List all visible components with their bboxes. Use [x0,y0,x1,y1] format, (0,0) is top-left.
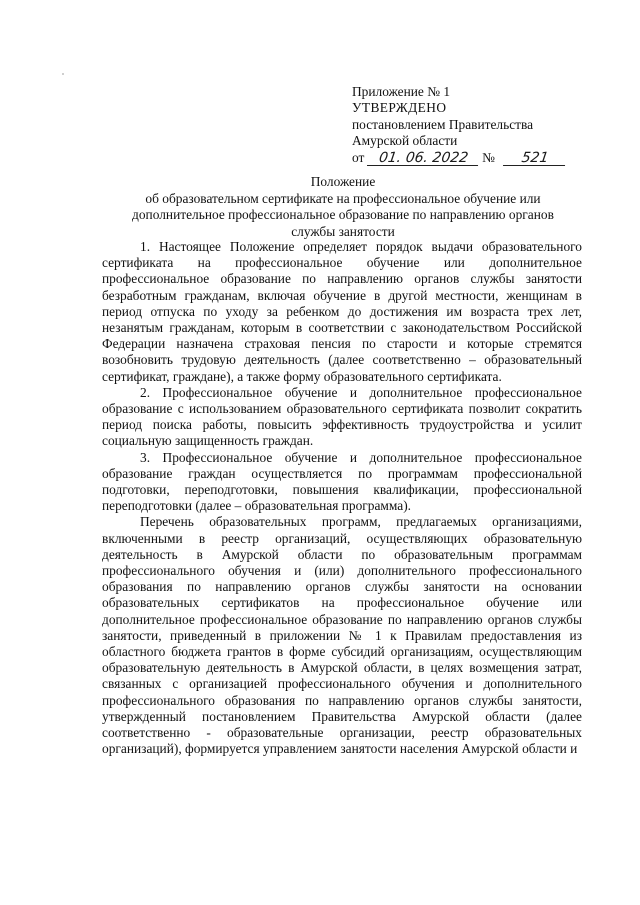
paragraph-4: Перечень образовательных программ, предлагаемых организациями, включенными в реестр организаций, осуществляющих образовательную деятельность в Амурской области по образовательным программам профессионального обучения и (или) дополнительного профессионального образования по направлению органов службы занятости на основании образовательных сертификатов на профессиональное обучение или дополнительное профессиональное образование по направлению органов службы занятости, приведенный в приложении № 1 к Правилам предоставления из областного бюджета грантов в форме субсидий организациям, осуществляющим образовательную деятельность в Амурской области, в целях возмещения затрат, связанных с организацией профессионального обучения и дополнительного профессионального образования по направлению органов службы занятости, утвержденный постановлением Правительства Амурской области (далее соответственно - образовательные организации, реестр образовательных организаций), формируется управлением занятости населения Амурской области и [102,514,582,757]
paragraph-2: 2. Профессиональное обучение и дополнительное профессиональное образование с использованием образовательного сертификата позволит сократить период поиска работы, повысить эффективность трудоустройства и усилит социальную защищенность граждан. [102,384,582,449]
title-line-3: дополнительное профессиональное образование по направлению органов [132,207,554,223]
date-prefix: от [352,149,365,165]
title-line-4: службы занятости [291,223,395,239]
appendix-label: Приложение № 1 [352,84,451,99]
number-prefix: № [482,149,495,165]
document-title [108,174,578,240]
approval-stamp-block [352,84,612,166]
paragraph-1: 1. Настоящее Положение определяет порядок выдачи образовательного сертификата на профессиональное обучение или дополнительное профессиональное образование по направлению органов службы занятости безработным гражданам, включая обучение в другой местности, женщинам в период отпуска по уходу за ребенком до достижения им возраста трех лет, незанятым гражданам, которым в соответствии с законодательством Российской Федерации назначена страховая пенсия по старости и которые стремятся возобновить трудовую деятельность (далее соответственно – образовательный сертификат, граждане), а также форму образовательного сертификата. [102,239,582,384]
approved-label: УТВЕРЖДЕНО [352,100,447,116]
document-body [102,239,582,758]
handwritten-number: 521 [503,151,567,166]
decree-label: постановлением Правительства [352,116,534,132]
title-line-1: Положение [310,174,376,189]
date-number-line [352,150,612,166]
region-label: Амурской области [352,133,458,149]
handwritten-date: 01. 06. 2022 [367,151,480,166]
scan-speck [62,73,64,75]
paragraph-3: 3. Профессиональное обучение и дополнительное профессиональное образование граждан осуществляется по программам профессиональной подготовки, переподготовки, повышения квалификации, профессиональной переподготовки (далее – образовательная программа). [102,449,582,514]
title-line-2: об образовательном сертификате на профессиональное обучение или [145,190,541,206]
